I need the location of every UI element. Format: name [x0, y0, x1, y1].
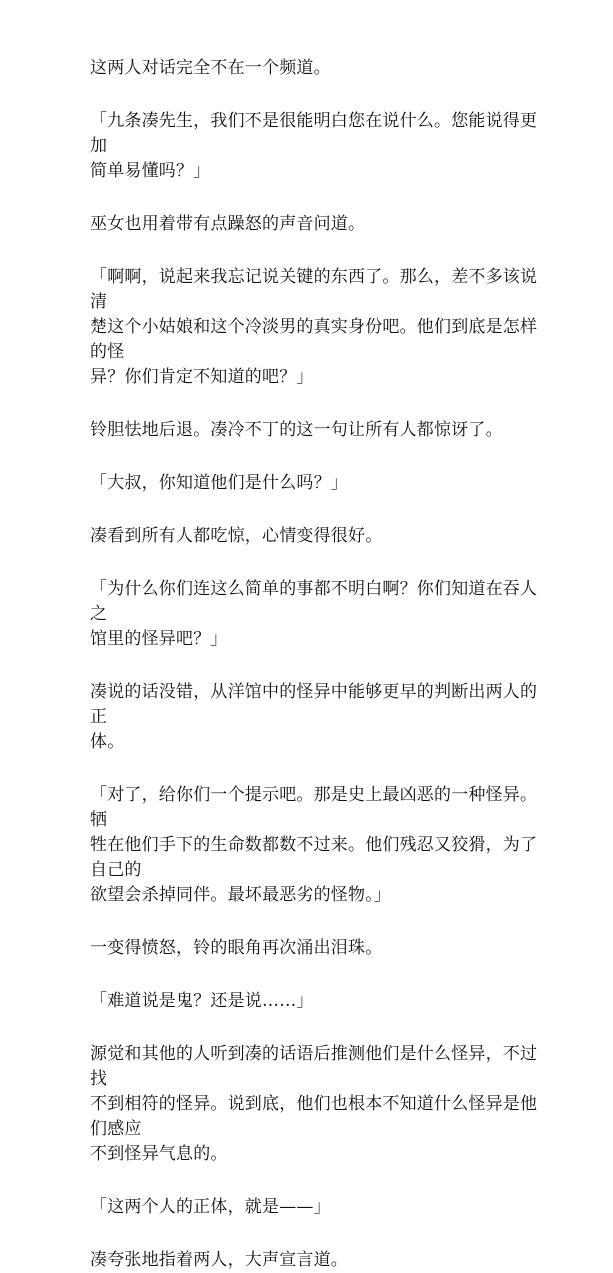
- paragraph-gap: [90, 549, 553, 577]
- text-line: 凑说的话没错，从洋馆中的怪异中能够更早的判断出两人的正: [90, 682, 538, 727]
- paragraph: [90, 936, 553, 961]
- text-line: 楚这个小姑娘和这个冷淡男的真实身份吧。他们到底是怎样的怪: [90, 317, 538, 362]
- text-line: 不到相符的怪异。说到底，他们也根本不知道什么怪异是他们感应: [90, 1094, 538, 1139]
- text-line: 「难道说是鬼？还是说……」: [90, 991, 314, 1011]
- text-line: 凑看到所有人都吃惊，心情变得很好。: [90, 526, 383, 546]
- text-line: 「大叔，你知道他们是什么吗？」: [90, 473, 348, 493]
- paragraph: [90, 1195, 553, 1220]
- text-line: 异？你们肯定不知道的吧？」: [90, 367, 314, 387]
- paragraph-gap: [90, 1014, 553, 1042]
- text-line: 欲望会杀掉同伴。最坏最恶劣的怪物。」: [90, 885, 392, 905]
- text-line: 简单易懂吗？」: [90, 161, 211, 181]
- text-line: 这两人对话完全不在一个频道。: [90, 58, 331, 78]
- text-line: 「这两个人的正体，就是——」: [90, 1197, 331, 1217]
- paragraph-gap: [90, 755, 553, 783]
- paragraph-gap: [90, 237, 553, 265]
- paragraph: [90, 1248, 553, 1273]
- text-line: 铃胆怯地后退。凑冷不丁的这一句让所有人都惊讶了。: [90, 420, 503, 440]
- paragraph: [90, 577, 553, 652]
- paragraph: [90, 989, 553, 1014]
- paragraph: [90, 265, 553, 390]
- text-line: 巫女也用着带有点躁怒的声音问道。: [90, 214, 366, 234]
- paragraph-gap: [90, 961, 553, 989]
- paragraph-gap: [90, 443, 553, 471]
- paragraph: [90, 471, 553, 496]
- paragraph: [90, 783, 553, 908]
- text-line: 馆里的怪异吧？」: [90, 629, 228, 649]
- paragraph-gap: [90, 81, 553, 109]
- paragraph-gap: [90, 1167, 553, 1195]
- paragraph-gap: [90, 390, 553, 418]
- text-line: 凑夸张地指着两人，大声宣言道。: [90, 1250, 348, 1270]
- text-line: 「为什么你们连这么简单的事都不明白啊？你们知道在吞人之: [90, 579, 538, 624]
- paragraph-gap: [90, 908, 553, 936]
- paragraph: [90, 418, 553, 443]
- text-line: 「啊啊，说起来我忘记说关键的东西了。那么，差不多该说清: [90, 267, 538, 312]
- text-line: 牲在他们手下的生命数都数不过来。他们残忍又狡猾，为了自己的: [90, 835, 538, 880]
- text-line: 一变得愤怒，铃的眼角再次涌出泪珠。: [90, 938, 383, 958]
- paragraph-gap: [90, 652, 553, 680]
- paragraph: [90, 1042, 553, 1167]
- paragraph-gap: [90, 1220, 553, 1248]
- text-line: 「九条凑先生，我们不是很能明白您在说什么。您能说得更加: [90, 111, 538, 156]
- paragraph-gap: [90, 184, 553, 212]
- paragraph-gap: [90, 496, 553, 524]
- text-line: 源觉和其他的人听到凑的话语后推测他们是什么怪异，不过找: [90, 1044, 538, 1089]
- paragraph: [90, 109, 553, 184]
- text-line: 体。: [90, 732, 125, 752]
- text-line: 「对了，给你们一个提示吧。那是史上最凶恶的一种怪异。牺: [90, 785, 538, 830]
- paragraph: [90, 680, 553, 755]
- paragraph: [90, 212, 553, 237]
- paragraph: [90, 524, 553, 549]
- text-line: 不到怪异气息的。: [90, 1144, 228, 1164]
- paragraph: [90, 56, 553, 81]
